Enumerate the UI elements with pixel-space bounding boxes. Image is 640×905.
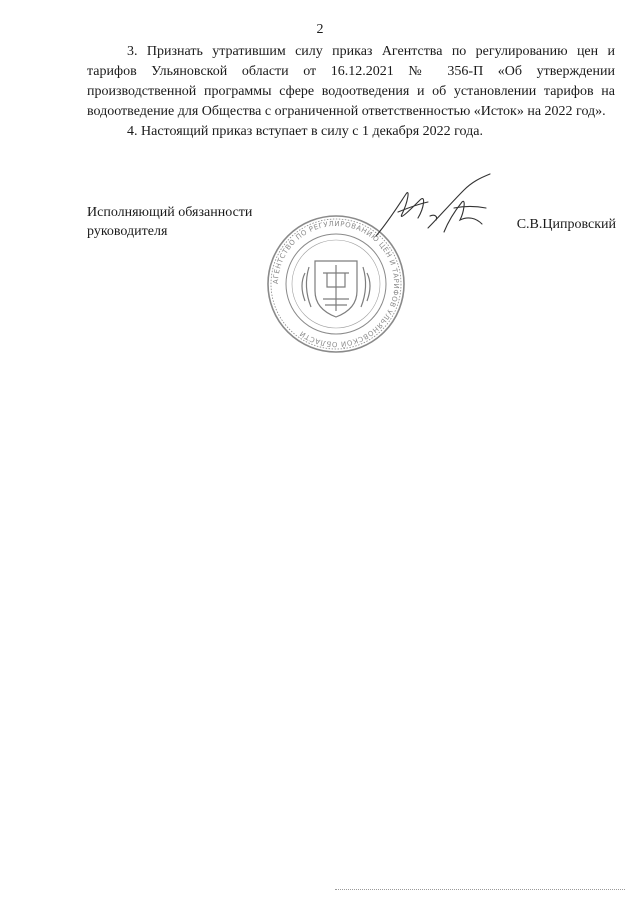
signatory-position	[87, 203, 252, 241]
position-line-2: руководителя	[87, 224, 168, 239]
footer-dotted-line	[335, 889, 625, 890]
paragraph-4: 4. Настоящий приказ вступает в силу с 1 декабря 2022 года.	[127, 124, 483, 139]
position-line-1: Исполняющий обязанности	[87, 205, 253, 220]
signatory-name: С.В.Ципровский	[516, 217, 616, 232]
document-body	[87, 42, 615, 142]
handwritten-signature	[368, 172, 498, 252]
coat-of-arms-emblem	[302, 261, 370, 317]
paragraph-3: 3. Признать утратившим силу приказ Агентства по регулированию цен и тарифов Ульяновской области от 16.12.2021 № 356-П «Об утверждении производственной программы сфере водоотведения и об установлении тарифов на водоотведение для Общества с ограниченной ответственностью «Исток» на 2022 год».	[87, 44, 615, 119]
seal-ring-text: АГЕНТСТВО ПО РЕГУЛИРОВАНИЮ ЦЕН И ТАРИФОВ УЛЬЯНОВСКОЙ ОБЛАСТИ	[271, 219, 401, 349]
page-number: 2	[316, 22, 324, 37]
